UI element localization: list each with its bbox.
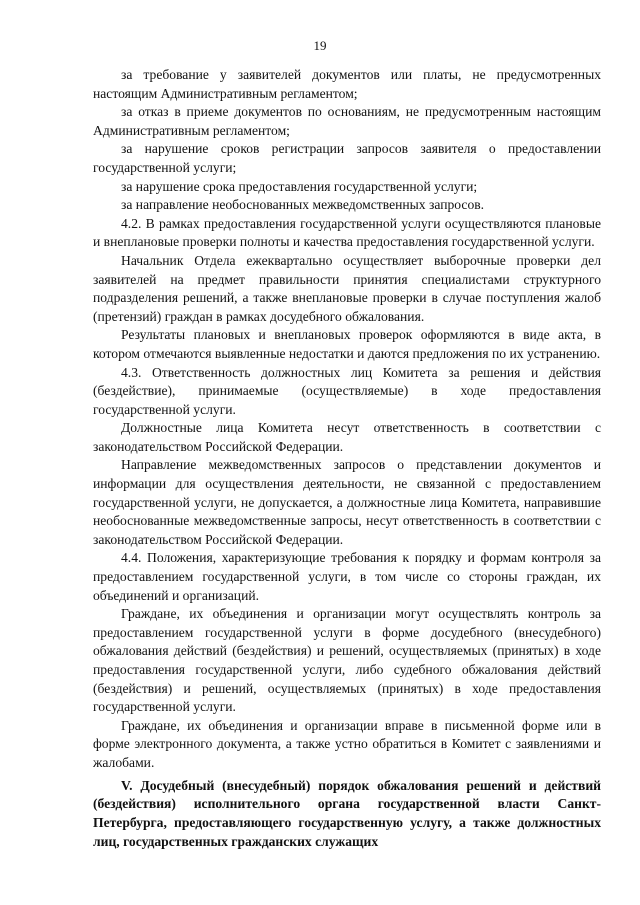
paragraph: Граждане, их объединения и организации могут осуществлять контроль за предоставлением государственной услуги в форме досудебного (внесудебного) обжалования действий (бездействия) и решений, осуществляемых (принятых) в ходе предоставления государственной услуги, либо судебного обжалования действий (бездействия) и решений, осуществляемых (принятых) в ходе предоставления государственной услуги. bbox=[93, 606, 601, 715]
paragraph: за отказ в приеме документов по основаниям, не предусмотренным настоящим Административным регламентом; bbox=[93, 104, 601, 138]
paragraph: за требование у заявителей документов или платы, не предусмотренных настоящим Административным регламентом; bbox=[93, 67, 601, 101]
paragraph: за нарушение сроков регистрации запросов заявителя о предоставлении государственной услуги; bbox=[93, 141, 601, 175]
paragraph: за направление необоснованных межведомственных запросов. bbox=[121, 197, 485, 213]
section-heading: V. Досудебный (внесудебный) порядок обжалования решений и действий (бездействия) исполнительного органа государственной власти Санкт-Петербурга, предоставляющего государственную услугу, а также должностных лиц, государственных гражданских служащих bbox=[93, 777, 601, 849]
paragraph: 4.2. В рамках предоставления государственной услуги осуществляются плановые и внеплановые проверки полноты и качества предоставления государственной услуги. bbox=[93, 215, 601, 250]
paragraph: Начальник Отдела ежеквартально осуществляет выборочные проверки дел заявителей на предмет правильности принятия специалистами структурного подразделения решений, а также внеплановые проверки в случае поступления жалоб (претензий) граждан в рамках досудебного обжалования. bbox=[93, 252, 601, 324]
paragraph: Направление межведомственных запросов о представлении документов и информации для осуществления деятельности, не связанной с предоставлением государственной услуги, не допускается, а должностные лица Комитета, направившие необоснованные межведомственные запросы, несут ответственность в соответствии с законодательством Российской Федерации. bbox=[93, 457, 601, 547]
paragraph: Граждане, их объединения и организации вправе в письменной форме или в форме электронного документа, а также устно обратиться в Комитет с заявлениями и жалобами. bbox=[93, 717, 601, 770]
paragraph: Результаты плановых и внеплановых проверок оформляются в виде акта, в котором отмечаются выявленные недостатки и даются предложения по их устранению. bbox=[93, 327, 601, 361]
paragraph: 4.4. Положения, характеризующие требования к порядку и формам контроля за предоставлением государственной услуги, в том числе со стороны граждан, их объединений и организаций. bbox=[93, 550, 601, 603]
paragraph: за нарушение срока предоставления государственной услуги; bbox=[121, 178, 478, 194]
document-body bbox=[93, 66, 601, 852]
paragraph: Должностные лица Комитета несут ответственность в соответствии с законодательством Российской Федерации. bbox=[93, 420, 601, 454]
page-number: 19 bbox=[313, 38, 327, 53]
paragraph: 4.3. Ответственность должностных лиц Комитета за решения и действия (бездействие), принимаемые (осуществляемые) в ходе предоставления государственной услуги. bbox=[93, 364, 601, 417]
